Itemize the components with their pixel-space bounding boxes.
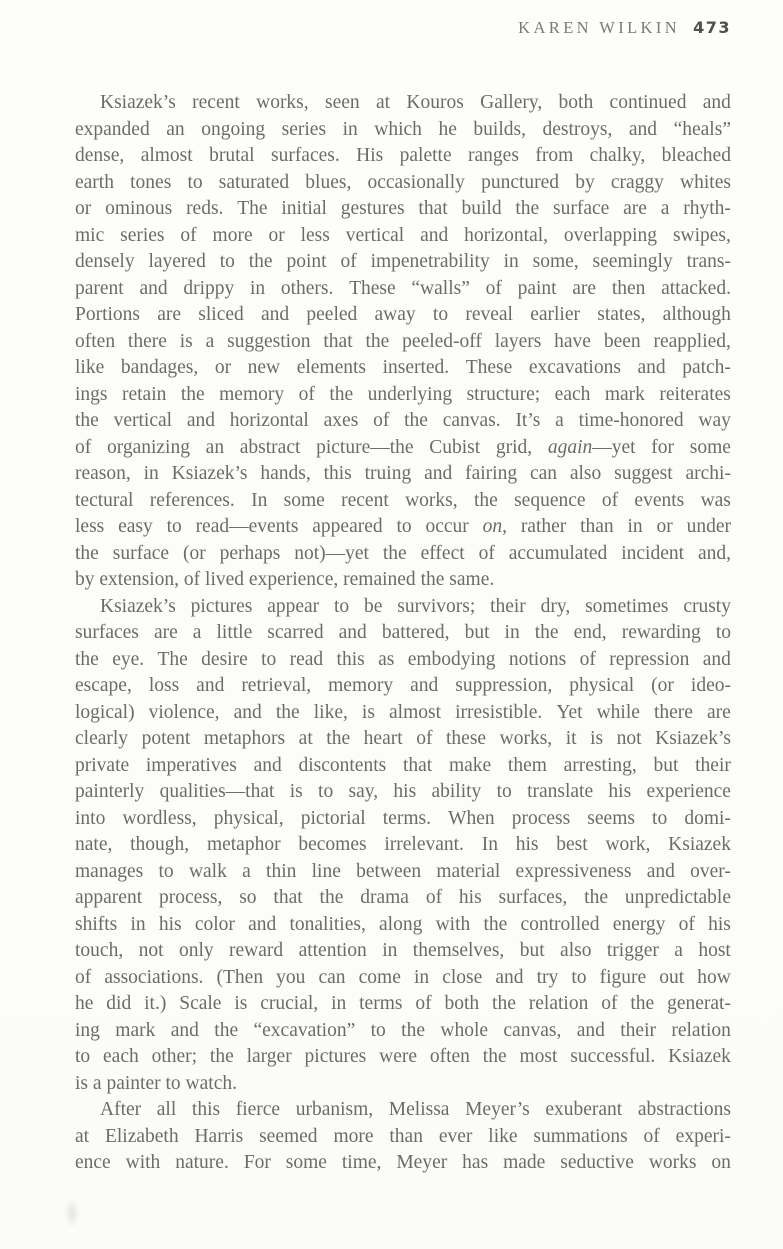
text-line: mic series of more or less vertical and horizontal, overlapping swipes, <box>75 224 731 246</box>
text-line: densely layered to the point of impenetrability in some, seemingly trans- <box>75 251 731 272</box>
text-line: parent and drippy in others. These “walls” of paint are then attacked. <box>75 277 731 299</box>
text-line: like bandages, or new elements inserted. These excavations and patch- <box>75 357 731 378</box>
text-line: by extension, of lived experience, remained the same. <box>75 569 495 590</box>
text-line: logical) violence, and the like, is almost irresistible. Yet while there are <box>75 701 731 723</box>
text-line: or ominous reds. The initial gestures that build the surface are a rhyth- <box>75 198 731 219</box>
page-number: 473 <box>693 18 731 37</box>
text-line: shifts in his color and tonalities, along with the controlled energy of his <box>75 913 731 935</box>
text-line: ing mark and the “excavation” to the whole canvas, and their relation <box>75 1019 731 1041</box>
text-line: apparent process, so that the drama of his surfaces, the unpredictable <box>75 887 731 908</box>
text-line: dense, almost brutal surfaces. His palette ranges from chalky, bleached <box>75 145 731 166</box>
text-line: After all this fierce urbanism, Melissa Meyer’s exuberant abstractions <box>100 1099 731 1120</box>
text-line: surfaces are a little scarred and battered, but in the end, rewarding to <box>75 622 731 643</box>
text-line: private imperatives and discontents that make them arresting, but their <box>75 754 731 776</box>
running-header <box>518 18 731 38</box>
text-line: Portions are sliced and peeled away to reveal earlier states, although <box>75 304 731 325</box>
text-line: at Elizabeth Harris seemed more than ever like summations of experi- <box>75 1125 731 1147</box>
text-line: nate, though, metaphor becomes irrelevant. In his best work, Ksiazek <box>75 834 731 855</box>
text-line: the surface (or perhaps not)—yet the effect of accumulated incident and, <box>75 542 731 564</box>
text-line: of associations. (Then you can come in close and try to figure out how <box>75 966 731 988</box>
text-line: clearly potent metaphors at the heart of these works, it is not Ksiazek’s <box>75 728 731 749</box>
text-line: he did it.) Scale is crucial, in terms of both the relation of the generat- <box>75 993 731 1014</box>
text-line: the eye. The desire to read this as embodying notions of repression and <box>75 648 731 670</box>
text-line: painterly qualities—that is to say, his ability to translate his experience <box>75 781 731 802</box>
text-line: escape, loss and retrieval, memory and suppression, physical (or ideo- <box>75 675 731 696</box>
text-line: often there is a suggestion that the peeled-off layers have been reapplied, <box>75 330 731 352</box>
text-line: reason, in Ksiazek’s hands, this truing and fairing can also suggest archi- <box>75 463 731 484</box>
text-line: ings retain the memory of the underlying structure; each mark reiterates <box>75 383 731 405</box>
text-line: of organizing an abstract picture—the Cubist grid, again—yet for some <box>75 436 731 458</box>
text-line: manages to walk a thin line between material expressiveness and over- <box>75 860 731 882</box>
text-line: touch, not only reward attention in themselves, but also trigger a host <box>75 940 731 961</box>
running-header-author: KAREN WILKIN <box>518 18 681 37</box>
text-line: Ksiazek’s recent works, seen at Kouros Gallery, both continued and <box>100 92 731 113</box>
body-text <box>75 90 731 1177</box>
text-line: Ksiazek’s pictures appear to be survivors; their dry, sometimes crusty <box>100 595 731 617</box>
text-line: tectural references. In some recent works, the sequence of events was <box>75 489 731 511</box>
text-line: less easy to read—events appeared to occur on, rather than in or under <box>75 516 731 537</box>
text-line: expanded an ongoing series in which he builds, destroys, and “heals” <box>75 118 731 140</box>
text-line: ence with nature. For some time, Meyer has made seductive works on <box>75 1152 731 1173</box>
text-line: is a painter to watch. <box>75 1072 237 1094</box>
text-line: to each other; the larger pictures were often the most successful. Ksiazek <box>75 1046 731 1067</box>
text-line: earth tones to saturated blues, occasionally punctured by craggy whites <box>75 171 731 193</box>
text-line: into wordless, physical, pictorial terms. When process seems to domi- <box>75 807 731 829</box>
text-line: the vertical and horizontal axes of the canvas. It’s a time-honored way <box>75 410 731 431</box>
scan-smudge-artifact <box>64 1198 80 1228</box>
